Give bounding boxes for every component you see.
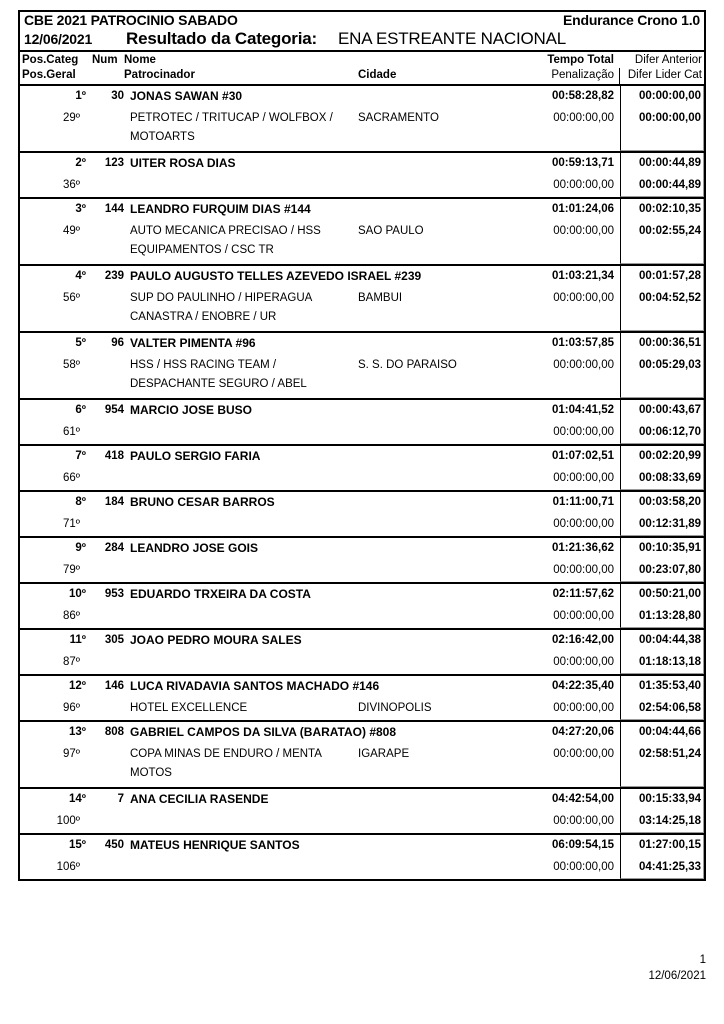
cell-num: 30 <box>111 90 124 102</box>
column-header-num: Num <box>92 54 118 66</box>
cell-pos-categ: 6º <box>75 404 86 416</box>
cell-num: 418 <box>104 450 124 462</box>
cell-difer-anterior: 00:00:44,89 <box>638 157 701 169</box>
cell-difer-lider-cat: 00:02:55,24 <box>638 225 701 237</box>
cell-nome: BRUNO CESAR BARROS <box>130 495 275 509</box>
cell-tempo-total: 01:01:24,06 <box>551 203 614 215</box>
cell-pos-geral: 29º <box>63 112 80 124</box>
event-date: 12/06/2021 <box>24 31 93 47</box>
cell-tempo-total: 04:42:54,00 <box>551 793 614 805</box>
result-label: Resultado da Categoria: <box>126 29 317 48</box>
cell-difer-lider-cat: 00:08:33,69 <box>638 472 701 484</box>
cell-nome: LEANDRO JOSE GOIS <box>130 541 259 555</box>
cell-difer-lider-cat: 00:06:12,70 <box>638 426 701 438</box>
cell-num: 284 <box>104 542 124 554</box>
cell-penalizacao: 00:00:00,00 <box>553 815 614 827</box>
cell-patrocinador-cont: CANASTRA / ENOBRE / UR <box>130 311 277 323</box>
cell-pos-geral: 61º <box>63 426 80 438</box>
cell-difer-lider-cat: 04:41:25,33 <box>638 861 701 873</box>
cell-nome: LUCA RIVADAVIA SANTOS MACHADO #146 <box>130 679 380 693</box>
cell-patrocinador: HSS / HSS RACING TEAM / <box>130 359 277 371</box>
table-row <box>20 266 704 333</box>
cell-nome: EDUARDO TRXEIRA DA COSTA <box>130 587 311 601</box>
software-name: Endurance Crono 1.0 <box>562 12 700 28</box>
cell-difer-lider-cat: 00:12:31,89 <box>638 518 701 530</box>
cell-difer-anterior: 00:50:21,00 <box>638 588 701 600</box>
cell-pos-categ: 14º <box>69 793 86 805</box>
cell-pos-categ: 7º <box>75 450 86 462</box>
table-row <box>20 789 704 835</box>
cell-difer-anterior: 01:35:53,40 <box>638 680 701 692</box>
column-header-difer-lider-cat: Difer Lider Cat <box>627 69 702 81</box>
cell-pos-categ: 13º <box>69 726 86 738</box>
cell-pos-geral: 79º <box>63 564 80 576</box>
cell-num: 184 <box>104 496 124 508</box>
cell-patrocinador: COPA MINAS DE ENDURO / MENTA <box>130 748 322 760</box>
cell-num: 7 <box>117 793 124 805</box>
cell-difer-anterior: 00:00:43,67 <box>638 404 701 416</box>
cell-nome: UITER ROSA DIAS <box>130 156 236 170</box>
results-table <box>18 10 706 881</box>
cell-penalizacao: 00:00:00,00 <box>553 179 614 191</box>
cell-num: 123 <box>104 157 124 169</box>
cell-difer-anterior: 00:02:20,99 <box>638 450 701 462</box>
cell-difer-anterior: 00:04:44,66 <box>638 726 701 738</box>
category-name: ENA ESTREANTE NACIONAL <box>338 29 566 48</box>
cell-difer-lider-cat: 01:13:28,80 <box>638 610 701 622</box>
cell-tempo-total: 01:07:02,51 <box>551 450 614 462</box>
cell-patrocinador: AUTO MECANICA PRECISAO / HSS <box>130 225 321 237</box>
cell-nome: GABRIEL CAMPOS DA SILVA (BARATAO) #808 <box>130 725 397 739</box>
cell-num: 96 <box>111 337 124 349</box>
cell-pos-geral: 36º <box>63 179 80 191</box>
cell-pos-geral: 96º <box>63 702 80 714</box>
cell-difer-anterior: 00:00:36,51 <box>638 337 701 349</box>
cell-difer-lider-cat: 00:23:07,80 <box>638 564 701 576</box>
page-number: 1 <box>699 954 706 966</box>
cell-difer-anterior: 00:15:33,94 <box>638 793 701 805</box>
cell-pos-categ: 9º <box>75 542 86 554</box>
cell-penalizacao: 00:00:00,00 <box>553 359 614 371</box>
cell-tempo-total: 00:58:28,82 <box>551 90 614 102</box>
column-header-pos-geral: Pos.Geral <box>22 69 76 81</box>
footer-date: 12/06/2021 <box>648 970 706 982</box>
cell-pos-categ: 12º <box>69 680 86 692</box>
cell-pos-categ: 11º <box>69 634 86 646</box>
table-row <box>20 86 704 153</box>
cell-num: 305 <box>104 634 124 646</box>
cell-pos-geral: 87º <box>63 656 80 668</box>
cell-tempo-total: 01:03:21,34 <box>551 270 614 282</box>
cell-tempo-total: 02:11:57,62 <box>552 588 614 600</box>
cell-tempo-total: 01:21:36,62 <box>551 542 614 554</box>
cell-difer-anterior: 00:00:00,00 <box>638 90 701 102</box>
cell-difer-lider-cat: 00:00:00,00 <box>638 112 701 124</box>
cell-cidade: IGARAPE <box>358 748 410 760</box>
table-row <box>20 492 704 538</box>
page-footer <box>506 952 706 984</box>
cell-penalizacao: 00:00:00,00 <box>553 656 614 668</box>
cell-pos-categ: 1º <box>75 90 86 102</box>
cell-pos-categ: 15º <box>69 839 86 851</box>
cell-nome: LEANDRO FURQUIM DIAS #144 <box>130 202 311 216</box>
cell-pos-categ: 4º <box>75 270 86 282</box>
column-header-patrocinador: Patrocinador <box>124 69 195 81</box>
cell-num: 144 <box>104 203 124 215</box>
cell-difer-lider-cat: 03:14:25,18 <box>638 815 701 827</box>
cell-difer-anterior: 00:02:10,35 <box>638 203 701 215</box>
cell-tempo-total: 01:11:00,71 <box>552 496 614 508</box>
cell-patrocinador: HOTEL EXCELLENCE <box>130 702 248 714</box>
table-row <box>20 199 704 266</box>
table-row <box>20 630 704 676</box>
cell-pos-geral: 66º <box>63 472 80 484</box>
cell-cidade: SAO PAULO <box>358 225 424 237</box>
cell-difer-lider-cat: 02:54:06,58 <box>638 702 701 714</box>
cell-penalizacao: 00:00:00,00 <box>553 861 614 873</box>
cell-patrocinador-cont: DESPACHANTE SEGURO / ABEL <box>130 378 307 390</box>
cell-penalizacao: 00:00:00,00 <box>553 748 614 760</box>
cell-pos-categ: 3º <box>75 203 86 215</box>
cell-tempo-total: 02:16:42,00 <box>551 634 614 646</box>
cell-difer-lider-cat: 00:04:52,52 <box>638 292 701 304</box>
cell-cidade: DIVINOPOLIS <box>358 702 432 714</box>
column-header-cidade: Cidade <box>358 69 397 81</box>
cell-nome: MATEUS HENRIQUE SANTOS <box>130 838 300 852</box>
cell-tempo-total: 00:59:13,71 <box>551 157 614 169</box>
cell-nome: JOAO PEDRO MOURA SALES <box>130 633 302 647</box>
cell-num: 450 <box>104 839 124 851</box>
cell-penalizacao: 00:00:00,00 <box>553 702 614 714</box>
cell-num: 239 <box>104 270 124 282</box>
column-header-difer-anterior: Difer Anterior <box>634 54 702 66</box>
cell-difer-anterior: 00:03:58,20 <box>638 496 701 508</box>
cell-difer-anterior: 00:01:57,28 <box>638 270 701 282</box>
cell-pos-geral: 56º <box>63 292 80 304</box>
cell-penalizacao: 00:00:00,00 <box>553 610 614 622</box>
cell-pos-categ: 10º <box>69 588 86 600</box>
cell-num: 146 <box>104 680 124 692</box>
cell-pos-geral: 49º <box>63 225 80 237</box>
column-header-pos-categ: Pos.Categ <box>22 54 79 66</box>
cell-cidade: BAMBUI <box>358 292 403 304</box>
results-body <box>20 86 704 879</box>
table-row <box>20 538 704 584</box>
table-row <box>20 676 704 722</box>
cell-pos-geral: 97º <box>63 748 80 760</box>
column-divider <box>619 68 620 86</box>
cell-nome: PAULO AUGUSTO TELLES AZEVEDO ISRAEL #239 <box>130 269 422 283</box>
table-row <box>20 722 704 789</box>
table-row <box>20 153 704 199</box>
cell-tempo-total: 04:22:35,40 <box>551 680 614 692</box>
cell-pos-geral: 106º <box>56 861 80 873</box>
cell-penalizacao: 00:00:00,00 <box>553 112 614 124</box>
cell-cidade: S. S. DO PARAISO <box>358 359 457 371</box>
column-header-penalizacao: Penalização <box>551 69 614 81</box>
cell-tempo-total: 04:27:20,06 <box>551 726 614 738</box>
cell-num: 953 <box>104 588 124 600</box>
column-header-row <box>20 52 704 86</box>
column-header-tempo-total: Tempo Total <box>547 54 614 66</box>
cell-num: 808 <box>104 726 124 738</box>
cell-difer-lider-cat: 00:00:44,89 <box>638 179 701 191</box>
cell-nome: JONAS SAWAN #30 <box>130 89 243 103</box>
cell-penalizacao: 00:00:00,00 <box>553 426 614 438</box>
cell-pos-geral: 100º <box>56 815 80 827</box>
cell-patrocinador-cont: EQUIPAMENTOS / CSC TR <box>130 244 274 256</box>
cell-nome: PAULO SERGIO FARIA <box>130 449 261 463</box>
cell-tempo-total: 06:09:54,15 <box>551 839 614 851</box>
cell-tempo-total: 01:04:41,52 <box>551 404 614 416</box>
cell-patrocinador: SUP DO PAULINHO / HIPERAGUA <box>130 292 313 304</box>
cell-difer-anterior: 00:04:44,38 <box>638 634 701 646</box>
cell-penalizacao: 00:00:00,00 <box>553 225 614 237</box>
cell-nome: VALTER PIMENTA #96 <box>130 336 256 350</box>
cell-cidade: SACRAMENTO <box>358 112 439 124</box>
table-row <box>20 584 704 630</box>
event-title: CBE 2021 PATROCINIO SABADO <box>24 12 238 28</box>
column-header-nome: Nome <box>124 54 156 66</box>
cell-pos-categ: 2º <box>75 157 86 169</box>
cell-difer-lider-cat: 02:58:51,24 <box>638 748 701 760</box>
cell-patrocinador: PETROTEC / TRITUCAP / WOLFBOX / <box>130 112 333 124</box>
cell-pos-geral: 86º <box>63 610 80 622</box>
cell-penalizacao: 00:00:00,00 <box>553 518 614 530</box>
table-row <box>20 333 704 400</box>
document-header <box>20 12 704 52</box>
cell-tempo-total: 01:03:57,85 <box>551 337 614 349</box>
cell-difer-lider-cat: 00:05:29,03 <box>638 359 701 371</box>
cell-nome: ANA CECILIA RASENDE <box>130 792 269 806</box>
cell-patrocinador-cont: MOTOS <box>130 767 172 779</box>
cell-pos-geral: 58º <box>63 359 80 371</box>
cell-pos-geral: 71º <box>63 518 80 530</box>
table-row <box>20 835 704 879</box>
cell-difer-anterior: 01:27:00,15 <box>638 839 701 851</box>
cell-penalizacao: 00:00:00,00 <box>553 564 614 576</box>
table-row <box>20 400 704 446</box>
cell-penalizacao: 00:00:00,00 <box>553 292 614 304</box>
cell-nome: MARCIO JOSE BUSO <box>130 403 253 417</box>
cell-patrocinador-cont: MOTOARTS <box>130 131 195 143</box>
cell-pos-categ: 8º <box>75 496 86 508</box>
cell-difer-anterior: 00:10:35,91 <box>638 542 701 554</box>
cell-difer-lider-cat: 01:18:13,18 <box>638 656 701 668</box>
table-row <box>20 446 704 492</box>
cell-num: 954 <box>104 404 124 416</box>
cell-penalizacao: 00:00:00,00 <box>553 472 614 484</box>
cell-pos-categ: 5º <box>75 337 86 349</box>
